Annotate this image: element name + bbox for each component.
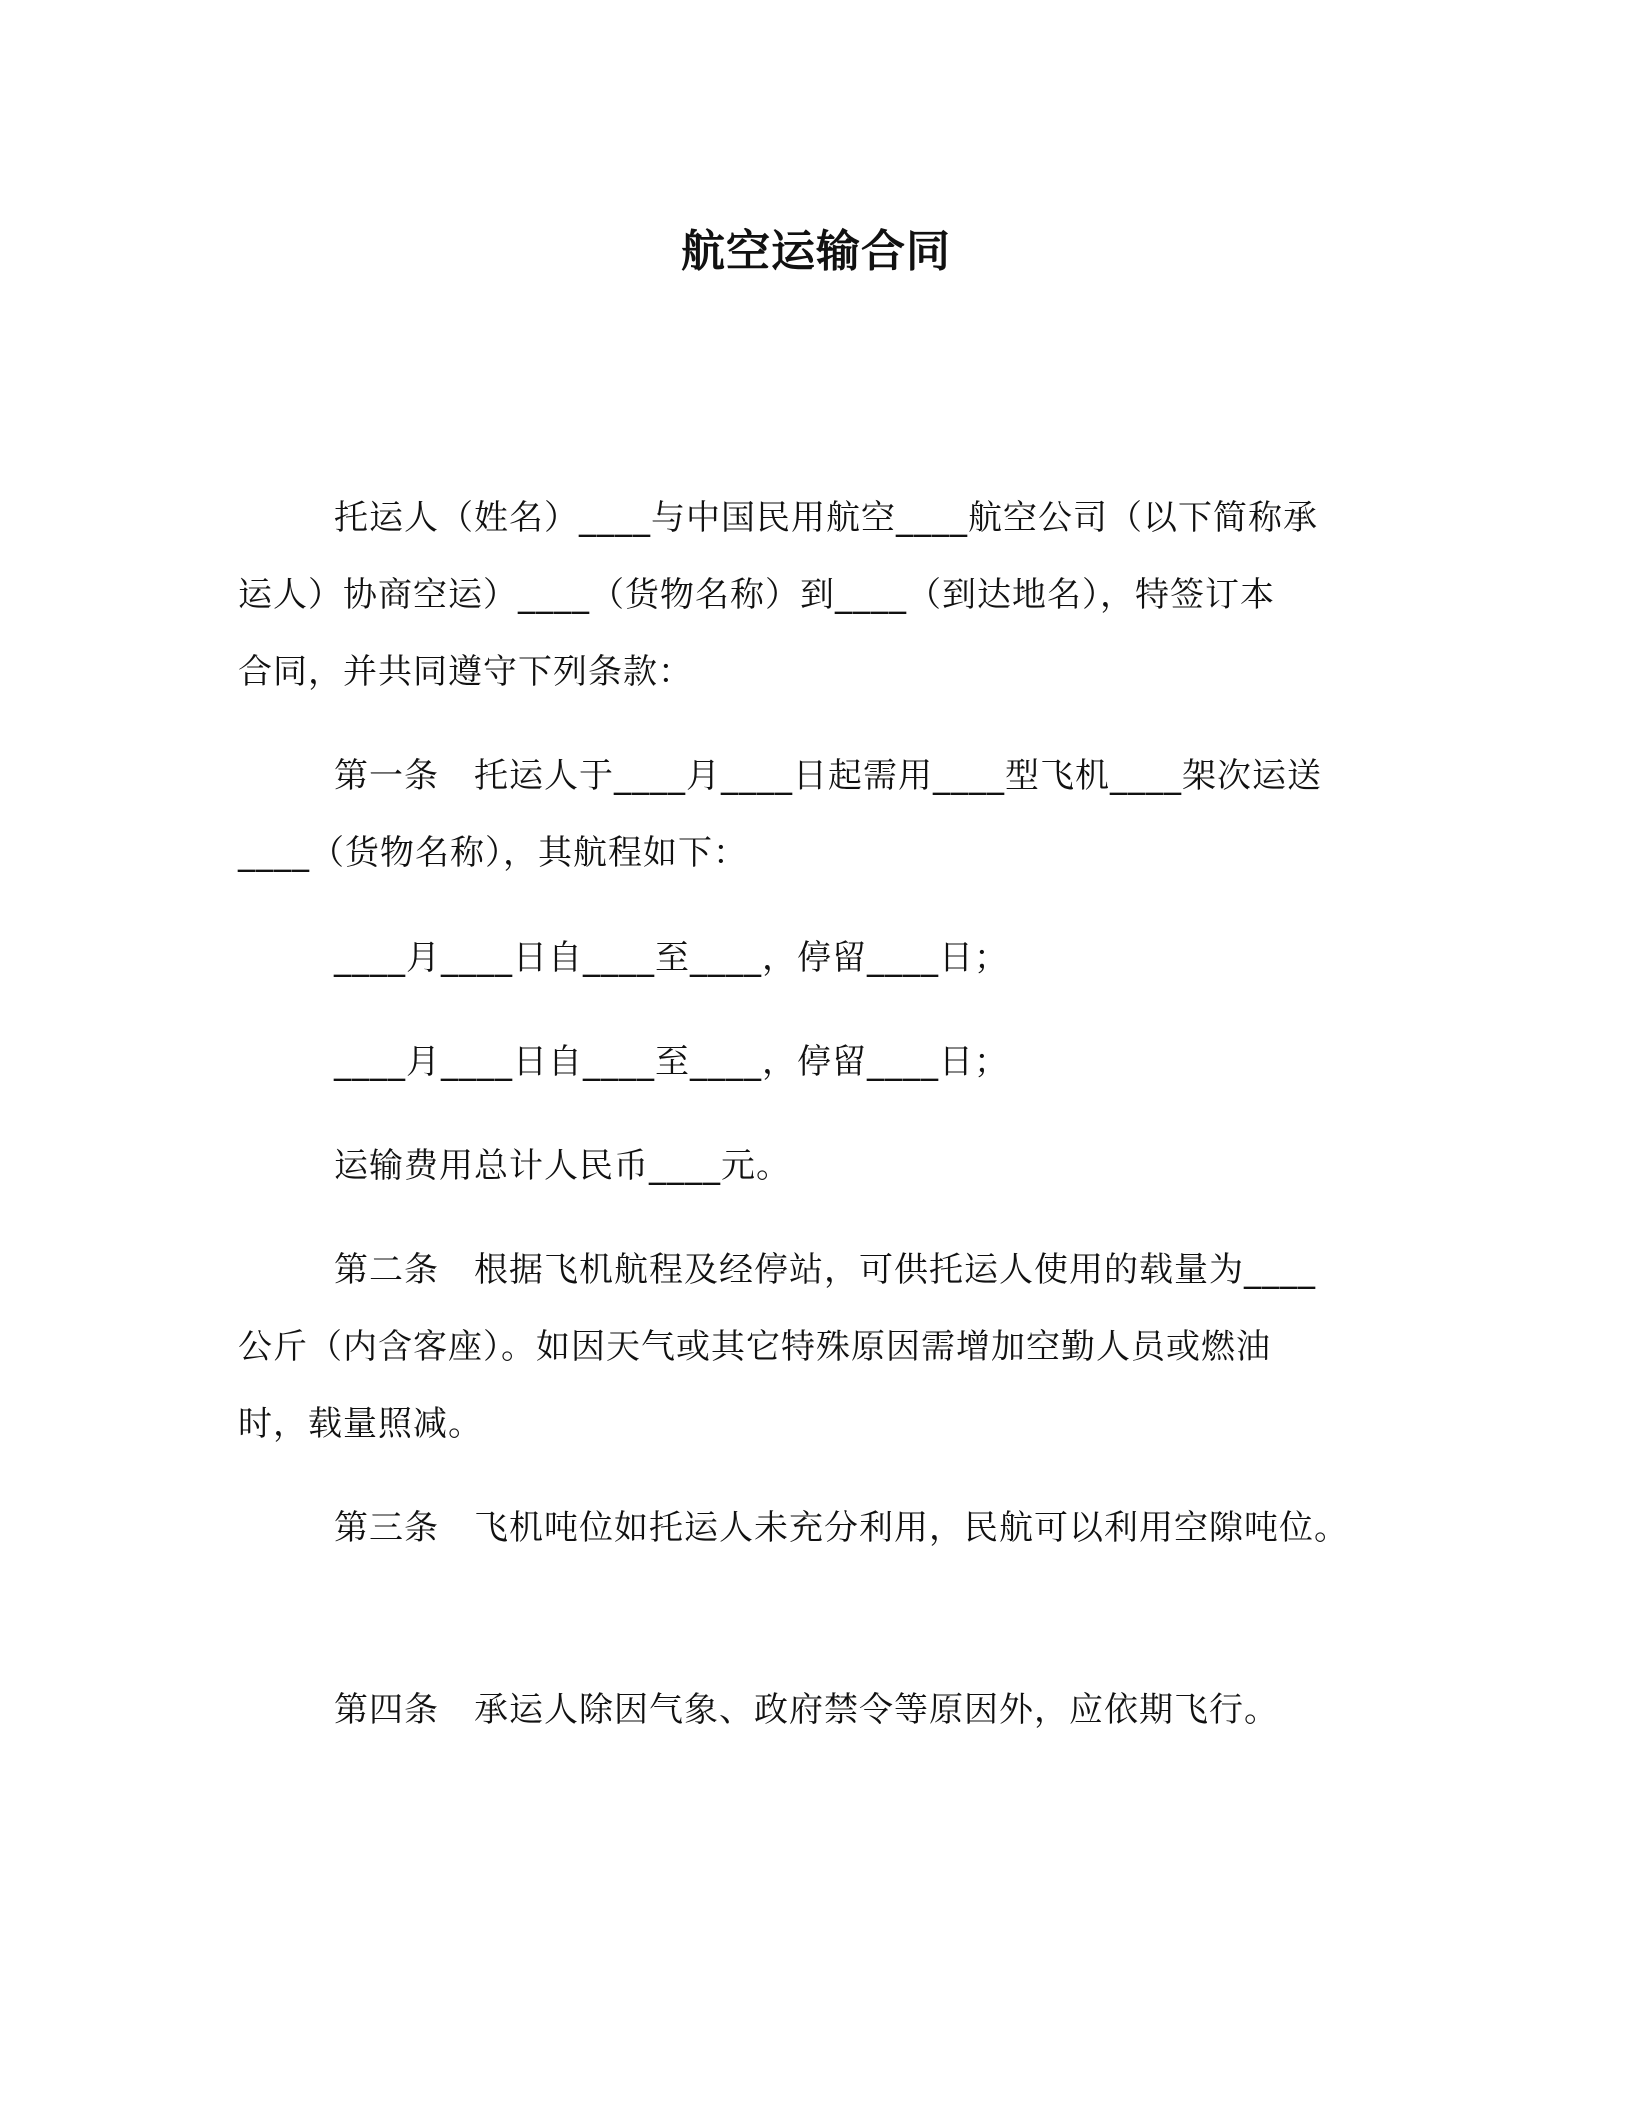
article-1-line-1: 第一条 托运人于____月____日起需用____型飞机____架次运送 xyxy=(334,756,1322,796)
article-2-line-2: 公斤（内含客座）。如因天气或其它特殊原因需增加空勤人员或燃油 xyxy=(238,1327,1271,1367)
itinerary-line-2: ____月____日自____至____，停留____日； xyxy=(334,1042,1009,1082)
article-1-line-2: ____（货物名称），其航程如下： xyxy=(238,833,748,873)
article-4-line: 第四条 承运人除因气象、政府禁令等原因外，应依期飞行。 xyxy=(334,1690,1279,1730)
transport-fee-line: 运输费用总计人民币____元。 xyxy=(334,1146,791,1186)
intro-paragraph-line-3: 合同，并共同遵守下列条款： xyxy=(238,652,693,692)
intro-paragraph-line-2: 运人）协商空运）____（货物名称）到____（到达地名），特签订本 xyxy=(238,575,1275,615)
article-2-line-3: 时，载量照减。 xyxy=(238,1404,483,1444)
document-title: 航空运输合同 xyxy=(681,226,951,277)
itinerary-line-1: ____月____日自____至____，停留____日； xyxy=(334,938,1009,978)
article-2-line-1: 第二条 根据飞机航程及经停站，可供托运人使用的载量为____ xyxy=(334,1250,1316,1290)
article-3-line: 第三条 飞机吨位如托运人未充分利用，民航可以利用空隙吨位。 xyxy=(334,1508,1349,1548)
intro-paragraph-line-1: 托运人（姓名）____与中国民用航空____航空公司（以下简称承 xyxy=(334,498,1318,538)
